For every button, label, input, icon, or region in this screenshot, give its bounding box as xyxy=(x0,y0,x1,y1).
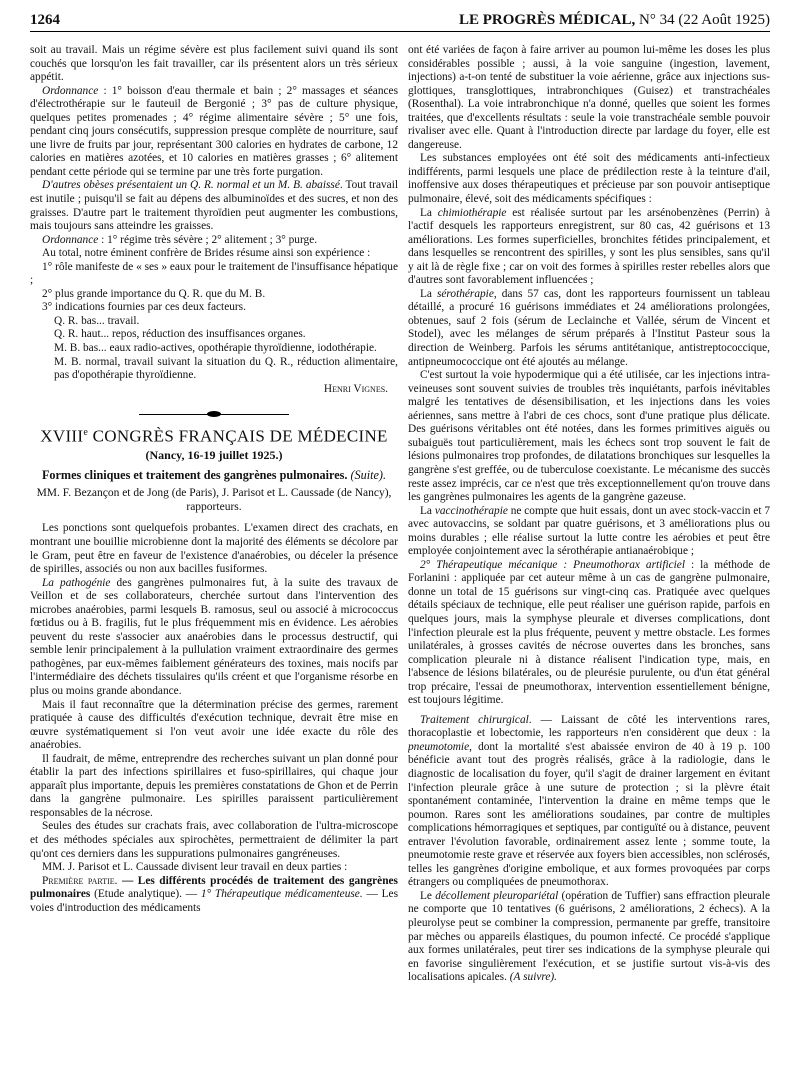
page-header xyxy=(30,8,770,32)
paragraph: Traitement chirurgical. — Laissant de côté les interventions rares, thoracoplastie et lobectomie, les rapporteurs n'en considèrent que deux : la pneumotomie, dont la mortalité s'est abaissée environ de 40 à 19 p. 100 bénéficie avant tout des progrès réalisés, grâce à la radiologie, dans le diagnostic de localisation du foyer, qu'il s'agit de drainer largement en évitant l'infection pleurale grâce à une suture de protection ; si la plèvre était spontanément contaminée, l'intervention la draine en même temps que le poumon. Rares sont les améliorations soudaines, par contre de multiples complications hémorragiques et septiques, par contiguïté ou à distance, peuvent entraver l'évolution favorable, ordinairement assez lente ; somme toute, la pneumotomie reste grave et réservée aux foyers bien accessibles, non sclérosés, telles les gangrènes d'origine embolique, et aux formes provoquées par corps étrangers ou compliquées de pneumothorax. xyxy=(408,713,770,889)
paragraph: Les substances employées ont été soit des médicaments anti-infectieux indifférents, parmi lesquels une place de prédilection reste à la teinture d'ail, inoffensive aux doses thérapeutiques et précieuse par son pouvoir antiseptique pulmonaire, élevé, soit des médicaments spécifiques : xyxy=(408,152,770,206)
congress-title: XVIIIe CONGRÈS FRANÇAIS DE MÉDECINE xyxy=(40,426,388,446)
inline-label: La pathogénie xyxy=(42,576,111,589)
paragraph: Seules des études sur crachats frais, avec collaboration de l'ultra-microscope et des méthodes spéciales aux spirochètes, permettraient de délimiter la part qu'ont ces derniers dans les suppurations pulmonaires gangréneuses. xyxy=(30,820,398,860)
inline-label: vaccinothérapie xyxy=(434,504,508,517)
paragraph: M. B. bas... eaux radio-actives, opothérapie thyroïdienne, iodothérapie. xyxy=(54,342,377,355)
paragraph: C'est surtout la voie hypodermique qui a été utilisée, car les injections intra-veineuses sont souvent suivies de troubles très inquiétants, parfois inévitables malgré les tentatives de désensibilisation, et les injections dans les voies aériennes, sans mettre à l'abri de ces chocs, sont d'une pratique plus délicate. Des guérisons véritables ont été notées, dans les formes primitives aiguës ou subaiguës tout particulièrement, mais les échecs sont trop souvent le fait de lésions pulmonaires trop profondes, de dilatations bronchiques sur lesquelles la gangrène s'est greffée, ou de tuberculose coexistante. Le mécanisme des succès reste assez imprécis, car ce n'est que très exceptionnellement qu'on trouve dans les gangrènes pulmonaires les agents de la gangrène gazeuse. xyxy=(408,369,770,504)
paragraph: Au total, notre éminent confrère de Brides résume ainsi son expérience : xyxy=(42,247,371,260)
inline-label: 2° Thérapeutique mécanique : Pneumothorax artificiel xyxy=(420,558,685,571)
page-number: 1264 xyxy=(30,12,60,28)
paragraph: 3° indications fournies par ces deux facteurs. xyxy=(42,301,246,314)
paragraph: Ordonnance : 1° régime très sévère ; 2° alitement ; 3° purge. xyxy=(42,233,318,246)
left-column xyxy=(30,44,398,1084)
issue-date: N° 34 (22 Août 1925) xyxy=(639,12,770,28)
paragraph: Première partie. — Les différents procédés de traitement des gangrènes pulmonaires (Etude analytique). — 1° Thérapeutique médicamenteuse. — Les voies d'introduction des médicaments xyxy=(30,874,398,914)
paragraph: Q. R. bas... travail. xyxy=(54,314,140,327)
paragraph: 2° plus grande importance du Q. R. que du M. B. xyxy=(42,287,266,300)
paragraph: La pathogénie des gangrènes pulmonaires fut, à la suite des travaux de Veillon et de ses collaborateurs, cherchée surtout dans l'intervention des microbes anaérobies, parmi lesquels B. ramosus, seul ou associé à micrococcus fœtidus ou à B. fragilis, fut le plus fréquemment mis en évidence. Les aérobies peuvent du reste s'associer aux anaérobies dans le processus destructif, qui semble lenir principalement à la pullulation vraiment extraordinaire des germes pathogènes, par eux-mêmes faiblement générateurs des toxines, mais nocifs par l'intermédiaire des déchets tissulaires qu'ils créent et que l'organisme résorbe en plus ou moins grande abondance. xyxy=(30,576,398,697)
inline-label: Ordonnance xyxy=(42,84,99,97)
running-title xyxy=(459,12,770,29)
inline-label: D'autres obèses présentaient un Q. R. normal et un M. B. abaissé xyxy=(42,179,340,192)
paragraph: 1° rôle manifeste de « ses » eaux pour le traitement de l'insuffisance hépatique ; xyxy=(30,260,398,287)
paragraph: ont été variées de façon à faire arriver au poumon lui-même les doses les plus considérables possible ; aussi, à la voie sanguine (ingestion, lavement, injections) a-t-on tenté de substituer la voie aérienne, grâce aux injections sus-glottiques, transglottiques, intrabronchiques (Guisez) et transtrachéales (Rosenthal). La voie intrabronchique n'a donné, quelles que soient les formes traitées, que d'excellents résultats : seule la voie transtrachéale semble pouvoir rivaliser avec elle. Quant à l'introduction directe par lardage du foyer, elle est dangereuse. xyxy=(408,44,770,151)
paragraph: MM. J. Parisot et L. Caussade divisent leur travail en deux parties : xyxy=(42,861,348,874)
paragraph: La sérothérapie, dans 57 cas, dont les rapporteurs fournissent un tableau détaillé, a procuré 16 guérisons immédiates et 24 améliorations prolongées, obtenues, sauf 2 fois (sérum de Leclainche et Vallée, sérum de Vincent et Stodel), avec les mélanges de sérum préparés à l'Institut Pasteur sous la direction de Weinberg. Parfois les sérums antitétanique, antistreptococcique, antipneumococcique ont été ajoutés au mélange. xyxy=(408,287,770,368)
continuation-note: (A suivre). xyxy=(509,971,558,984)
inline-label: Traitement chirurgical xyxy=(420,713,529,726)
paragraph: Le décollement pleuropariétal (opération de Tuffier) sans effraction pleurale ne comporte que 10 tentatives (6 guérisons, 2 améliorations, 2 échecs). A la pleurolyse peut se combiner la compression, permanente par greffe, transitoire par mèches ou appareils élastiques, du poumon infecté. Ce procédé s'applique aux formes unilatérales, peut tirer ses indications de la symphyse pleurale qui en favorise singulièrement l'exécution, et se justifie surtout vis-à-vis des localisations apicales. (A suivre). xyxy=(408,889,770,984)
congress-dates: (Nancy, 16-19 juillet 1925.) xyxy=(145,447,283,462)
right-column xyxy=(408,44,770,1084)
article-title: Formes cliniques et traitement des gangrènes pulmonaires. (Suite). xyxy=(41,468,387,483)
header-rule xyxy=(30,31,770,32)
article-authors: MM. F. Bezançon et de Jong (de Paris), J. Parisot et L. Caussade (de Nancy), rapporteurs. xyxy=(36,487,392,513)
paragraph: 2° Thérapeutique mécanique : Pneumothorax artificiel : la méthode de Forlanini : appliquée par cet auteur même à un cas de gangrène pulmonaire, donne un total de 15 guérisons sur vingt-cinq cas. Pratiquée avec quelques détails spéciaux de technique, elle peut réaliser une guérison rapide, parfois en quelques jours, mais la symphyse pleurale et diverses complications, dont l'infection pleurale est la plus fréquente, peuvent y mettre obstacle. Les formes unilatérales, à grosses cavités de nécrose ouvertes dans les bronches, sans complication pleurale ni à distance réalisent l'indication type, mais, en l'absence de lésions bilatérales, ou de pleurésie purulente, ou d'un état général trop précaire, l'essai de pneumothorax, intervention essentiellement bénigne, est toujours légitime. xyxy=(408,558,770,707)
inline-label: sérothérapie xyxy=(436,287,494,300)
paragraph: Mais il faut reconnaître que la détermination précise des germes, rarement pratiquée à cause des difficultés d'exécution technique, devrait être mise en œuvre systématiquement si l'on veut avoir une idée exacte du rôle des anaérobies. xyxy=(30,698,398,752)
paragraph: Ordonnance : 1° boisson d'eau thermale et bain ; 2° massages et séances d'électrothérapie sur le fauteuil de Bergonié ; 3° pas de culture physique, quelques petites promenades ; 4° régime alimentaire sévère ; 5° une fois, pendant cinq jours consécutifs, suppression presque complète de nourriture, sauf une livre de fruits par jour, représentant 300 calories en hydrates de carbone, 12 calories en matières azotées, et 10 calories en matières grasses ; 6° alitement pendant cette période qui se termine par une très forte purgation. xyxy=(30,84,398,178)
signature: Henri Vignes. xyxy=(323,382,388,395)
paragraph: La vaccinothérapie ne compte que huit essais, dont un avec stock-vaccin et 7 avec autovaccins, se soldant par quatre guérisons, et 3 améliorations plus ou moins durables ; elle réalise surtout la lutte contre les aérobies et peut être employée conjointement avec la sérothérapie antianaérobique ; xyxy=(408,504,770,558)
paragraph: M. B. normal, travail suivant la situation du Q. R., réduction alimentaire, pas d'opothérapie thyroïdienne. xyxy=(54,355,398,382)
paragraph: D'autres obèses présentaient un Q. R. normal et un M. B. abaissé. Tout travail est inutile ; puisqu'il se fait au dépens des albuminoïdes et des sucres, et non des graisses. D'autre part le traitement thyroïdien peut augmenter les combustions, mais toujours sans atteindre les graisses. xyxy=(30,179,398,233)
paragraph: Q. R. haut... repos, réduction des insuffisances organes. xyxy=(54,328,306,341)
section-separator xyxy=(30,406,398,412)
inline-label: décollement pleuropariétal xyxy=(435,889,559,902)
paragraph: soit au travail. Mais un régime sévère est plus facilement suivi quand ils sont couchés que lorsqu'on les fait travailler, car ils présentent alors un très sérieux appétit. xyxy=(30,44,398,84)
inline-label: Ordonnance xyxy=(42,233,99,246)
journal-name: LE PROGRÈS MÉDICAL, xyxy=(458,12,636,28)
inline-label: chimiothérapie xyxy=(437,206,507,219)
paragraph: Il faudrait, de même, entreprendre des recherches suivant un plan donné pour établir la part des infections spirillaires et fuso-spirillaires, qui chaque jour apparaît plus importante, depuis les premières constatations de Ghon et de Perrin dans la gangrène pulmonaire. Les spirilles paraissent particulièrement responsables de la nécrose. xyxy=(30,752,398,819)
paragraph: Les ponctions sont quelquefois probantes. L'examen direct des crachats, en montrant une bouillie microbienne dont la majorité des éléments se décolore par le Gram, peut être en faveur de l'existence d'anaérobies, ou déceler la présence de spirilles, associés ou non aux bacilles fusiformes. xyxy=(30,522,398,576)
paragraph: La chimiothérapie est réalisée surtout par les arsénobenzènes (Perrin) à l'actif desquels les rapporteurs enregistrent, sur 80 cas, 42 guérisons et 13 améliorations. Les formes superficielles, bronchites fétides principalement, et dans lesquelles se rencontrent des spirilles, y sont les plus sensibles, sans qu'il y ait là de règle fixe ; car on voit des formes à spirilles rester rebelles alors que d'autres sont favorablement influencées ; xyxy=(408,206,770,287)
